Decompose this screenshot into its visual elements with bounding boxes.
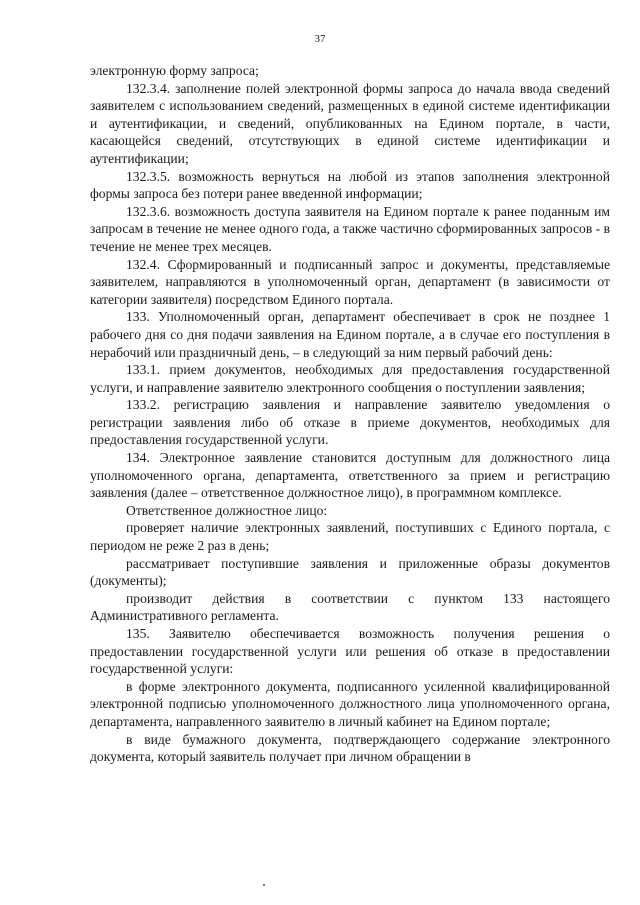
paragraph: 135. Заявителю обеспечивается возможность получения решения о предоставлении государственной услуги или решения об отказе в предоставлении государственной услуги: [90,626,610,677]
paragraph: электронную форму запроса; [90,63,259,78]
paragraph: 132.3.4. заполнение полей электронной формы запроса до начала ввода сведений заявителем с использованием сведений, размещенных в единой системе идентификации и аутентификации, и сведений, опубликованных на Едином портале, в части, касающейся сведений, отсутствующих в единой системе идентификации и аутентификации; [90,80,610,166]
paragraph: 134. Электронное заявление становится доступным для должностного лица уполномоченного органа, департамента, ответственного за прием и регистрацию заявления (далее – ответственное должностное лицо), в программном комплексе. [90,450,610,501]
document-body [90,62,610,766]
paragraph: Ответственное должностное лицо: [126,502,328,518]
paragraph: рассматривает поступившие заявления и приложенные образы документов (документы); [90,555,610,589]
paragraph: 132.3.5. возможность вернуться на любой из этапов заполнения электронной формы запроса без потери ранее введенной информации; [90,168,610,202]
page-number: 37 [314,33,326,45]
paragraph: в форме электронного документа, подписанного усиленной квалифицированной электронной подписью уполномоченного должностного лица уполномоченного органа, департамента, направленного заявителю в личный кабинет на Едином портале; [90,678,610,729]
scan-speck [263,884,265,886]
paragraph: в виде бумажного документа, подтверждающего содержание электронного документа, который заявитель получает при личном обращении в [90,731,610,765]
paragraph: производит действия в соответствии с пунктом 133 настоящего Административного регламента. [90,590,610,624]
paragraph: 132.4. Сформированный и подписанный запрос и документы, представляемые заявителем, направляются в уполномоченный орган, департамент (в зависимости от категории заявителя) посредством Единого портала. [90,256,610,307]
paragraph: 133.2. регистрацию заявления и направление заявителю уведомления о регистрации заявления либо об отказе в приеме документов, необходимых для предоставления государственной услуги. [90,397,610,448]
paragraph: проверяет наличие электронных заявлений, поступивших с Единого портала, с периодом не реже 2 раз в день; [90,520,610,554]
paragraph: 133.1. прием документов, необходимых для предоставления государственной услуги, и направление заявителю электронного сообщения о поступлении заявления; [90,362,610,395]
paragraph: 133. Уполномоченный орган, департамент обеспечивает в срок не позднее 1 рабочего дня со дня подачи заявления на Едином портале, а в случае его поступления в нерабочий или праздничный день, – в следующий за ним первый рабочий день: [90,309,610,360]
paragraph: 132.3.6. возможность доступа заявителя на Едином портале к ранее поданным им запросам в течение не менее одного года, а также частично сформированных запросов - в течение не менее трех месяцев. [90,203,610,254]
